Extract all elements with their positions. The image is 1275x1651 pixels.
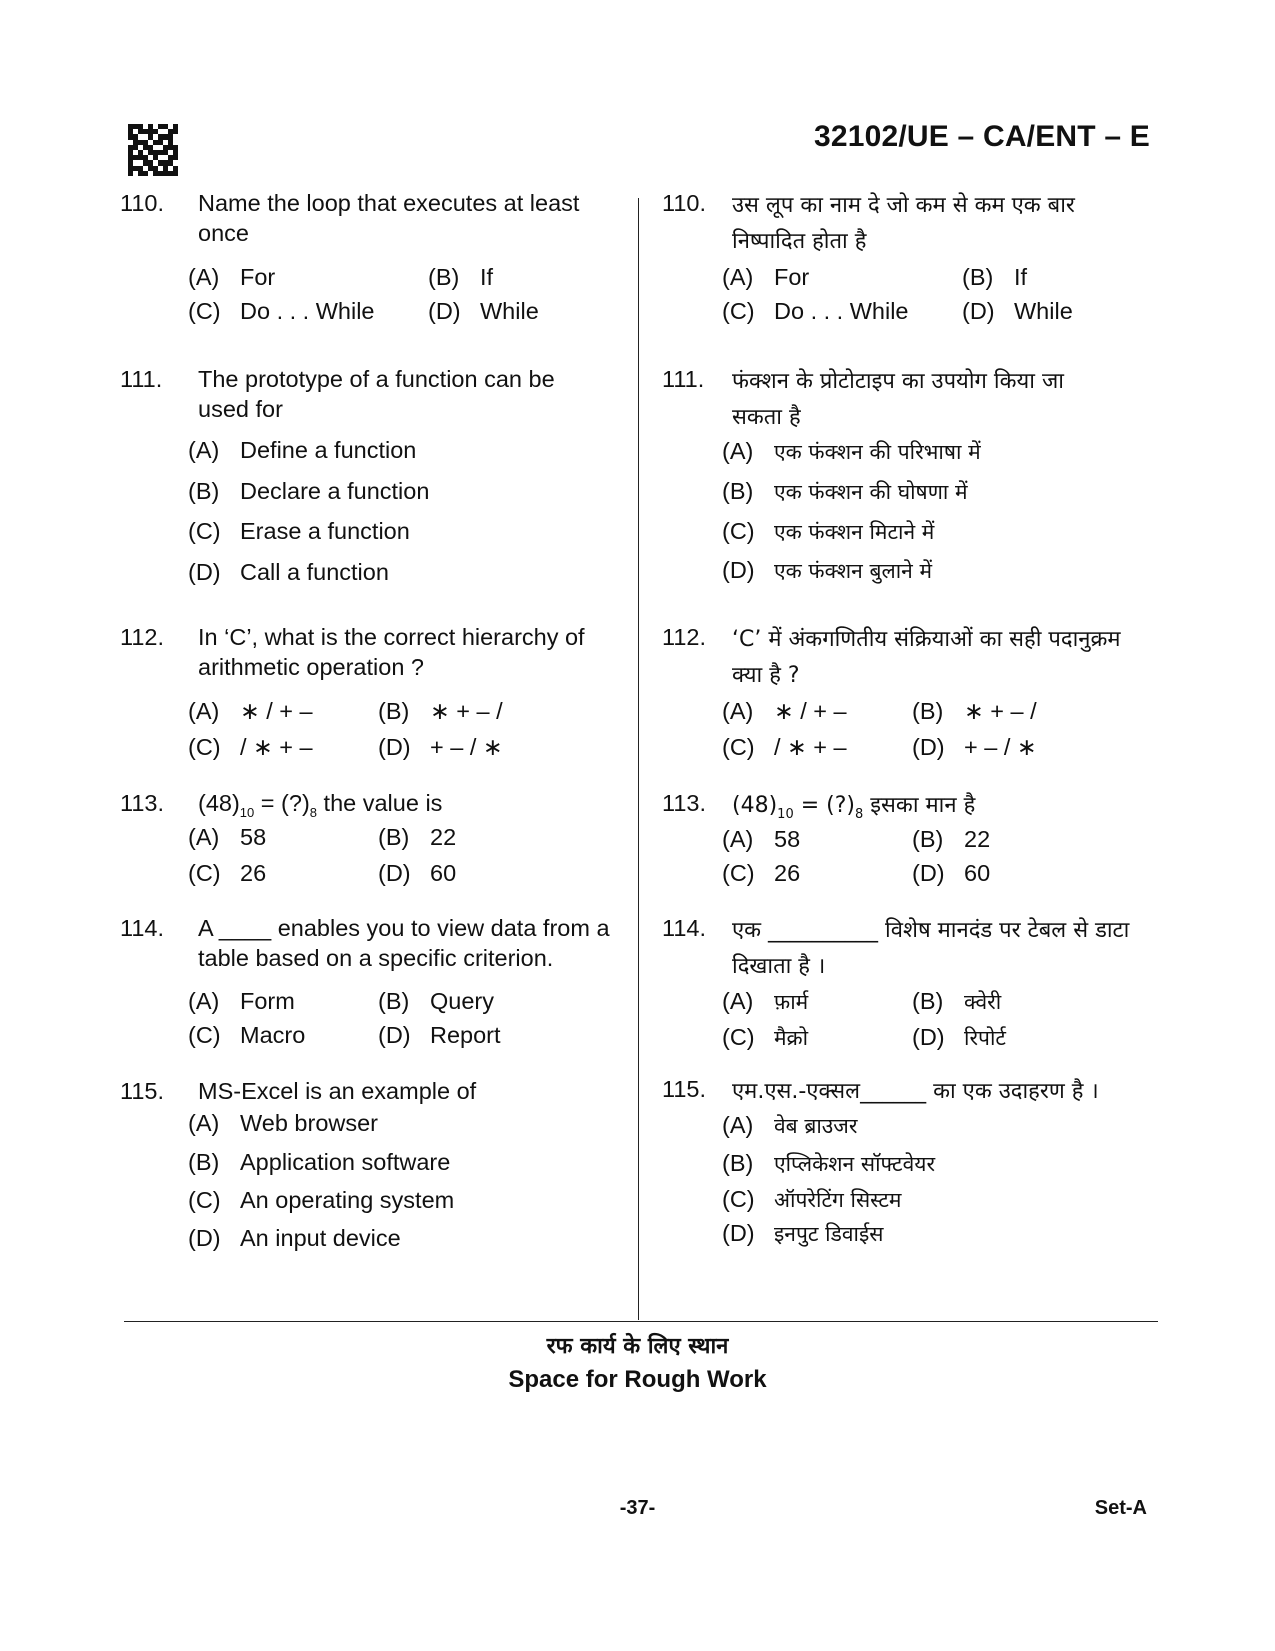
question-number: 115. — [662, 1076, 706, 1102]
option-a[interactable]: (A) ∗ / + – — [722, 698, 847, 724]
rough-work-rule — [124, 1321, 1158, 1322]
question-stem: उस लूप का नाम दे जो कम से कम एक बार निष्पादित होता है — [732, 193, 1075, 254]
question-stem: Name the loop that executes at least once — [198, 190, 580, 246]
paper-code: 32102/UE – CA/ENT – E — [813, 120, 1150, 153]
option-d[interactable]: (D) Call a function — [188, 559, 389, 585]
option-a[interactable]: (A) For — [188, 264, 276, 290]
option-d[interactable]: (D) 60 — [912, 860, 991, 886]
question-stem: $(48)_{10}$ = $(?)_8$ the value is — [198, 790, 443, 820]
question-stem: A ____ enables you to view data from a table based on a specific criterion. — [198, 915, 610, 971]
question-number: 112. — [120, 624, 164, 650]
option-c[interactable]: (C) Do . . . While — [188, 298, 375, 324]
option-c[interactable]: (C) Macro — [188, 1022, 306, 1048]
option-b[interactable]: (B) Query — [378, 988, 494, 1014]
option-a[interactable]: (A) ∗ / + – — [188, 698, 313, 724]
option-a[interactable]: (A) 58 — [188, 824, 267, 850]
option-d[interactable]: (D) Report — [378, 1022, 501, 1048]
question-number: 112. — [662, 624, 706, 650]
option-d[interactable]: (D) While — [962, 298, 1073, 324]
question-number: 113. — [120, 790, 164, 816]
rough-work-label-hindi: रफ कार्य के लिए स्थान — [546, 1334, 729, 1359]
option-b[interactable]: (B) Application software — [188, 1149, 451, 1175]
option-b[interactable]: (B) 22 — [378, 824, 457, 850]
question-number: 114. — [662, 915, 706, 941]
option-c[interactable]: (C) मैक्रो — [722, 1024, 809, 1050]
page-number: -37- — [619, 1497, 656, 1519]
question-stem: ‘C’ में अंकगणितीय संक्रियाओं का सही पदानुक्रम क्या है ? — [732, 627, 1121, 688]
option-c[interactable]: (C) एक फंक्शन मिटाने में — [722, 518, 935, 544]
column-divider — [638, 198, 639, 1320]
option-c[interactable]: (C) An operating system — [188, 1187, 455, 1213]
question-stem: The prototype of a function can be used for — [198, 366, 555, 422]
question-stem: फंक्शन के प्रोटोटाइप का उपयोग किया जा सकता है — [732, 369, 1064, 430]
option-d[interactable]: (D) An input device — [188, 1225, 401, 1251]
question-number: 115. — [120, 1078, 164, 1104]
option-b[interactable]: (B) क्वेरी — [912, 988, 1002, 1014]
option-b[interactable]: (B) एप्लिकेशन सॉफ्टवेयर — [722, 1150, 936, 1176]
option-b[interactable]: (B) If — [428, 264, 494, 290]
option-a[interactable]: (A) फ़ार्म — [722, 988, 809, 1014]
option-a[interactable]: (A) Form — [188, 988, 295, 1014]
option-d[interactable]: (D) + – / ∗ — [912, 734, 1037, 760]
option-b[interactable]: (B) ∗ + – / — [912, 698, 1037, 724]
option-b[interactable]: (B) एक फंक्शन की घोषणा में — [722, 478, 968, 504]
question-stem: $(48)_{10}$ = $(?)_8$ इसका मान है — [732, 793, 976, 822]
option-c[interactable]: (C) 26 — [722, 860, 801, 886]
option-b[interactable]: (B) Declare a function — [188, 478, 430, 504]
option-d[interactable]: (D) इनपुट डिवाईस — [722, 1220, 884, 1246]
option-d[interactable]: (D) 60 — [378, 860, 457, 886]
option-d[interactable]: (D) एक फंक्शन बुलाने में — [722, 557, 933, 583]
option-c[interactable]: (C) ऑपरेटिंग सिस्टम — [722, 1186, 902, 1212]
option-a[interactable]: (A) Web browser — [188, 1110, 379, 1136]
option-d[interactable]: (D) While — [428, 298, 539, 324]
option-c[interactable]: (C) Erase a function — [188, 518, 410, 544]
option-b[interactable]: (B) 22 — [912, 826, 991, 852]
question-stem: एम.एस.-एक्सल______ का एक उदाहरण है । — [732, 1079, 1099, 1104]
option-c[interactable]: (C) / ∗ + – — [722, 734, 847, 760]
rough-work-label: Space for Rough Work — [508, 1366, 767, 1393]
question-number: 111. — [120, 366, 163, 392]
option-b[interactable]: (B) If — [962, 264, 1028, 290]
option-b[interactable]: (B) ∗ + – / — [378, 698, 503, 724]
option-d[interactable]: (D) रिपोर्ट — [912, 1024, 1006, 1050]
option-c[interactable]: (C) Do . . . While — [722, 298, 909, 324]
option-a[interactable]: (A) Define a function — [188, 437, 417, 463]
option-a[interactable]: (A) वेब ब्राउजर — [722, 1112, 858, 1138]
question-number: 111. — [662, 366, 705, 392]
question-number: 110. — [120, 190, 164, 216]
option-a[interactable]: (A) एक फंक्शन की परिभाषा में — [722, 438, 981, 464]
option-a[interactable]: (A) For — [722, 264, 810, 290]
question-number: 114. — [120, 915, 164, 941]
option-a[interactable]: (A) 58 — [722, 826, 801, 852]
question-stem: MS-Excel is an example of — [198, 1078, 477, 1104]
question-number: 110. — [662, 190, 706, 216]
set-label: Set-A — [1094, 1497, 1147, 1519]
option-c[interactable]: (C) 26 — [188, 860, 267, 886]
option-d[interactable]: (D) + – / ∗ — [378, 734, 503, 760]
question-stem: In ‘C’, what is the correct hierarchy of arithmetic operation ? — [198, 624, 585, 680]
option-c[interactable]: (C) / ∗ + – — [188, 734, 313, 760]
qr-code — [128, 124, 178, 176]
question-stem: एक __________ विशेष मानदंड पर टेबल से डाटा दिखाता है । — [732, 918, 1130, 979]
question-number: 113. — [662, 790, 706, 816]
